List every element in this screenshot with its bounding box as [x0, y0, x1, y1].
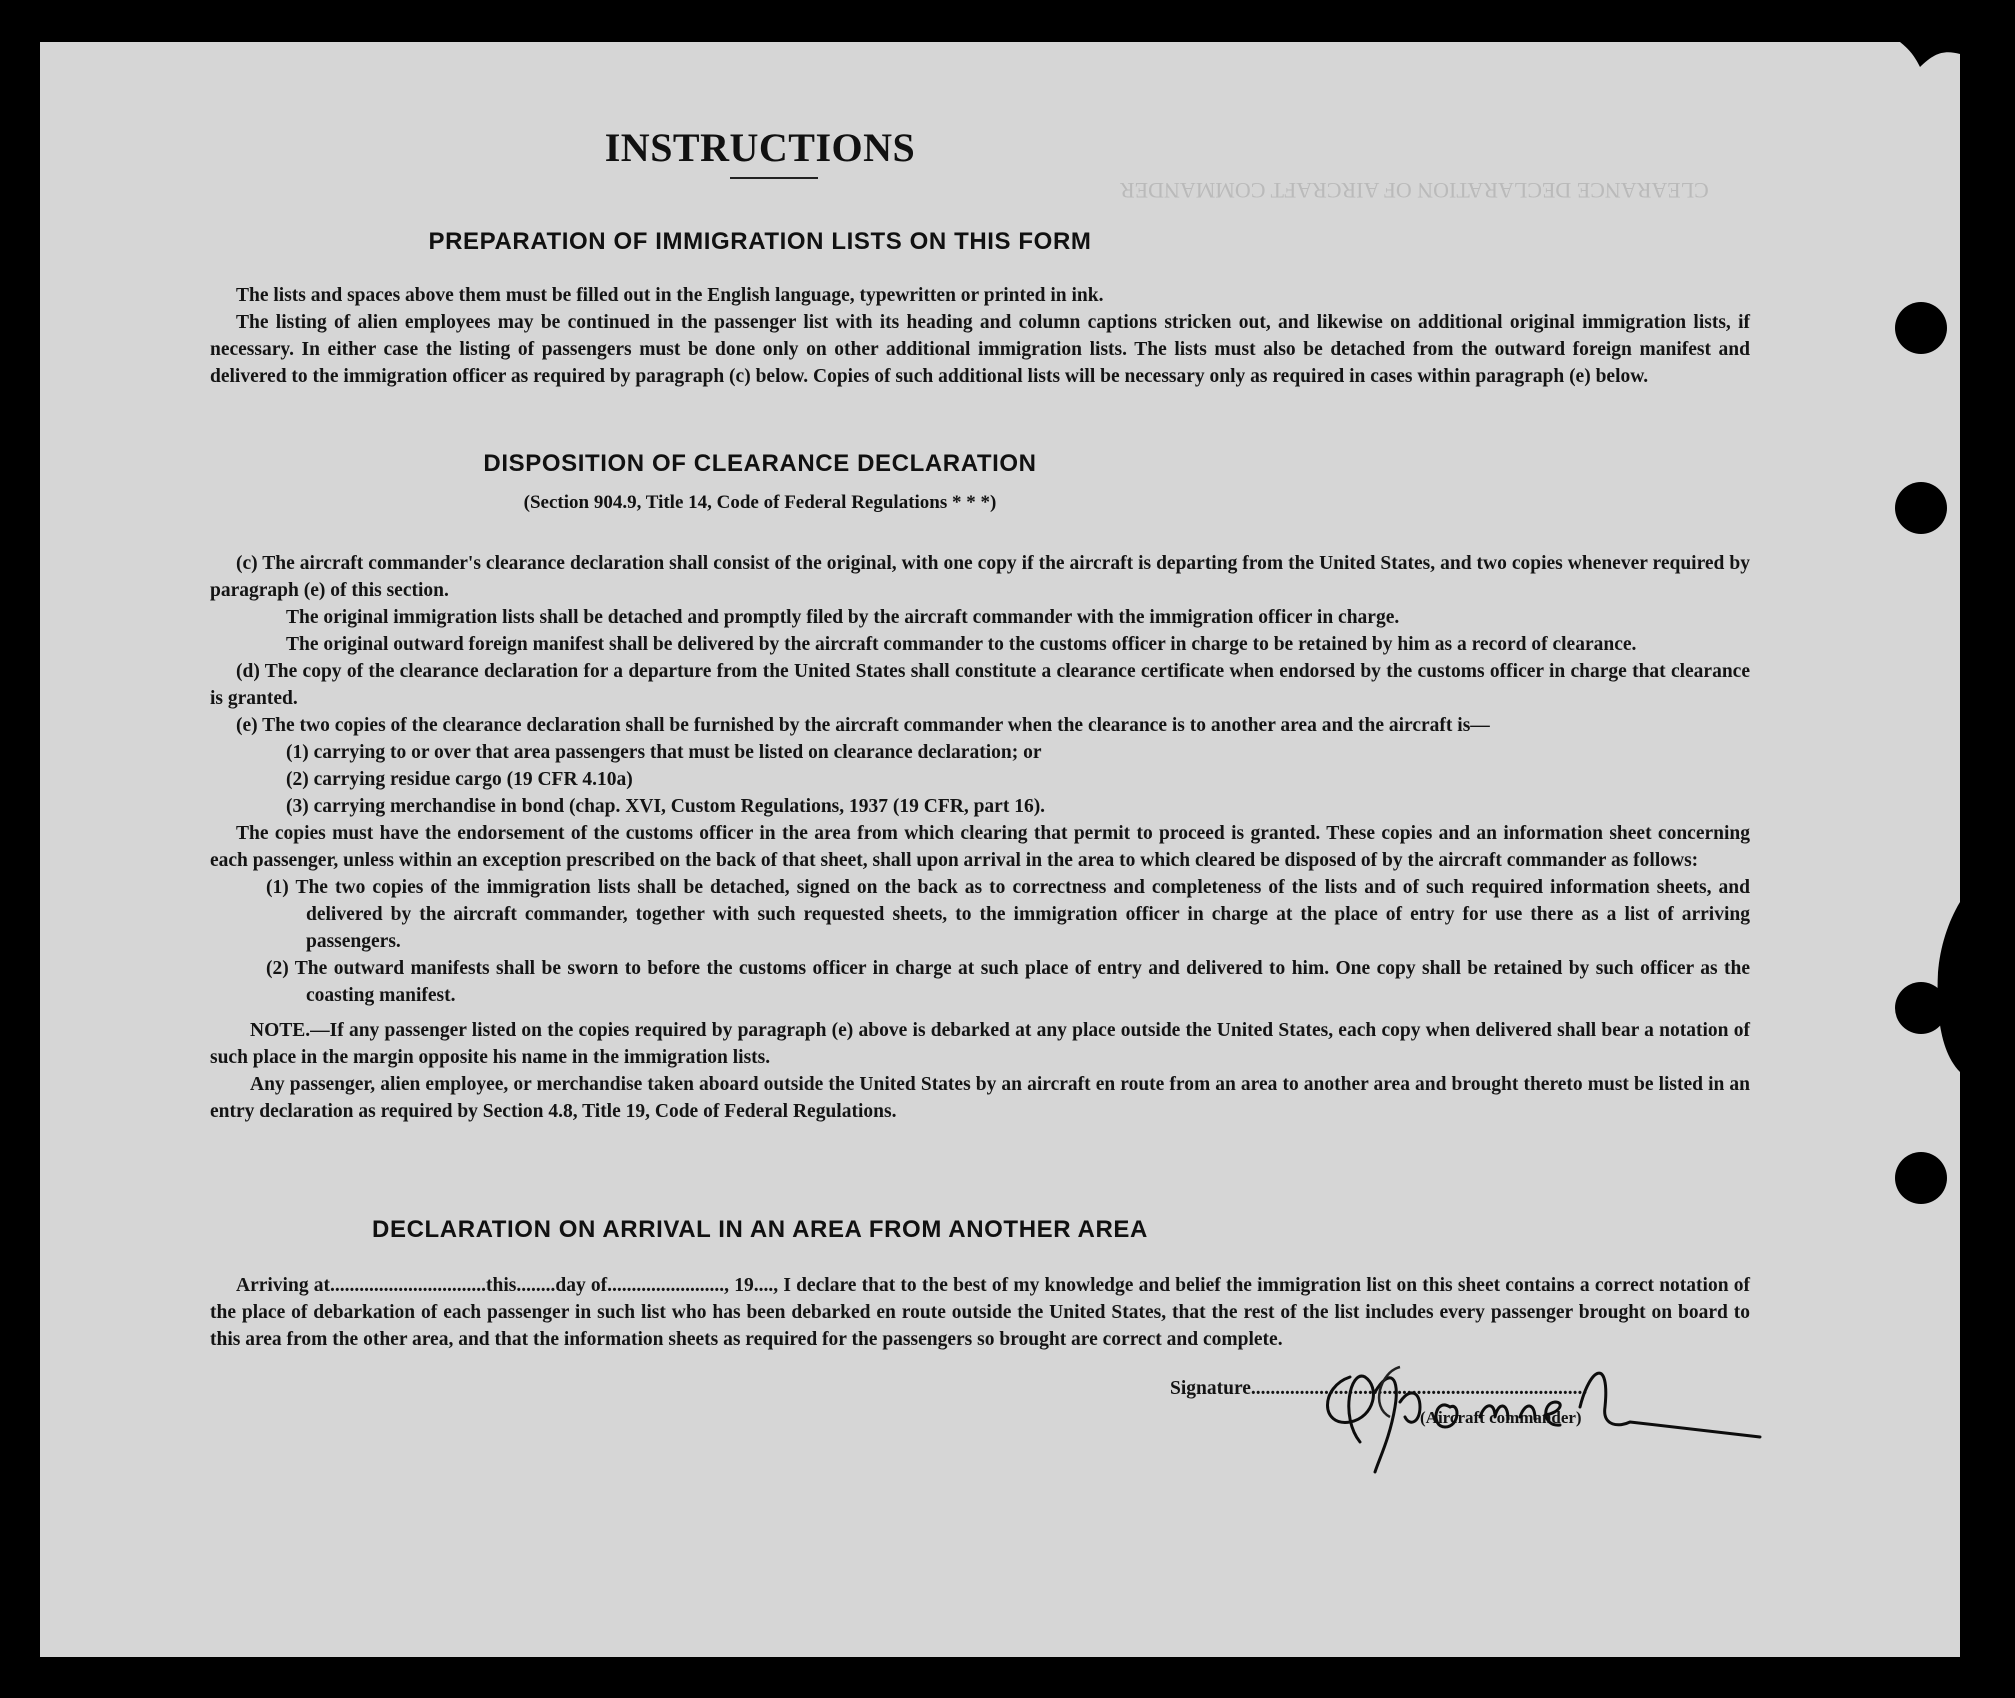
- paragraph-copies: The copies must have the endorsement of the customs officer in the area from which clearing that permit to proceed is granted. These copies and an information sheet concerning each passenger, unless within an exception prescribed on the back of that sheet, shall upon arrival in the area to which cleared be disposed of by the aircraft commander as follows:: [210, 823, 1750, 871]
- paragraph-note: NOTE.—If any passenger listed on the copies required by paragraph (e) above is debarked at any place outside the United States, each copy when delivered shall bear a notation of such place in the margin opposite his name in the immigration lists.: [210, 1020, 1750, 1068]
- section2-body: [210, 550, 1750, 1125]
- section3-heading: DECLARATION ON ARRIVAL IN AN AREA FROM ANOTHER AREA: [372, 1216, 1148, 1243]
- signature-dots: .....................................................................: [1250, 1378, 1588, 1399]
- paragraph-e: (e) The two copies of the clearance declaration shall be furnished by the aircraft commander when the clearance is to another area and the aircraft is—: [236, 715, 1490, 736]
- section1-paragraph: The lists and spaces above them must be filled out in the English language, typewritten or printed in ink.: [236, 285, 1104, 306]
- handwritten-signature: [1280, 1347, 1860, 1487]
- document-page: [40, 42, 1960, 1657]
- section2-heading: DISPOSITION OF CLEARANCE DECLARATION: [483, 450, 1037, 477]
- bleed-through-text: CLEARANCE DECLARATION OF AIRCRAFT COMMANDER: [1120, 178, 1709, 203]
- paragraph-f2: (2) The outward manifests shall be sworn to before the customs officer in charge at such place of entry and delivered to him. One copy shall be retained by such officer as the coasting manifest.: [266, 958, 1750, 1006]
- section2-subheading: (Section 904.9, Title 14, Code of Federal Regulations * * *): [523, 492, 997, 513]
- declaration-text: Arriving at................................this........day of........................, 19...., I declare that to the best of my knowledge and belief the immigration list on this sheet contains a correct notation of the place of debarkation of each passenger in such list who has been debarked en route outside the United States, that the rest of the list includes every passenger brought on board to this area from the other area, and that the information sheets as required for the passengers so brought are correct and complete.: [210, 1275, 1750, 1350]
- torn-edge: [1840, 42, 1960, 1657]
- page-title: INSTRUCTIONS: [604, 125, 916, 170]
- paragraph-e3: (3) carrying merchandise in bond (chap. XVI, Custom Regulations, 1937 (19 CFR, part 16).: [286, 796, 1046, 817]
- paragraph-d: (d) The copy of the clearance declaration for a departure from the United States shall constitute a clearance certificate when endorsed by the customs officer in charge that clearance is granted.: [210, 661, 1750, 709]
- paragraph-e2: (2) carrying residue cargo (19 CFR 4.10a): [286, 769, 633, 790]
- paragraph-any: Any passenger, alien employee, or merchandise taken aboard outside the United States by an aircraft en route from an area to another area and brought thereto must be listed in an entry declaration as required by Section 4.8, Title 19, Code of Federal Regulations.: [210, 1074, 1750, 1122]
- signature-label: Signature: [1170, 1378, 1251, 1399]
- paragraph-e1: (1) carrying to or over that area passengers that must be listed on clearance declaration; or: [286, 742, 1042, 763]
- paragraph-c1: The original immigration lists shall be detached and promptly filed by the aircraft commander with the immigration officer in charge.: [286, 607, 1400, 628]
- paragraph-c: (c) The aircraft commander's clearance declaration shall consist of the original, with one copy if the aircraft is departing from the United States, and two copies whenever required by paragraph (e) of this section.: [210, 553, 1750, 601]
- title-underline: [730, 177, 818, 179]
- paragraph-f1: (1) The two copies of the immigration lists shall be detached, signed on the back as to correctness and completeness of the lists and of such required information sheets, and delivered by the aircraft commander, together with such requested sheets, to the immigration officer in charge at the place of entry for use there as a list of arriving passengers.: [266, 877, 1750, 952]
- section3-body: [210, 1272, 1750, 1353]
- signature-caption: (Aircraft commander): [1420, 1408, 1582, 1427]
- section1-heading: PREPARATION OF IMMIGRATION LISTS ON THIS FORM: [428, 228, 1092, 255]
- paragraph-c2: The original outward foreign manifest shall be delivered by the aircraft commander to the customs officer in charge to be retained by him as a record of clearance.: [286, 634, 1637, 655]
- section1-paragraph: The listing of alien employees may be continued in the passenger list with its heading and column captions stricken out, and likewise on additional original immigration lists, if necessary. In either case the listing of passengers must be done only on other additional immigration lists. The lists must also be detached from the outward foreign manifest and delivered to the immigration officer as required by paragraph (c) below. Copies of such additional lists will be necessary only as required in cases within paragraph (e) below.: [210, 312, 1750, 387]
- section1-body: [210, 282, 1750, 390]
